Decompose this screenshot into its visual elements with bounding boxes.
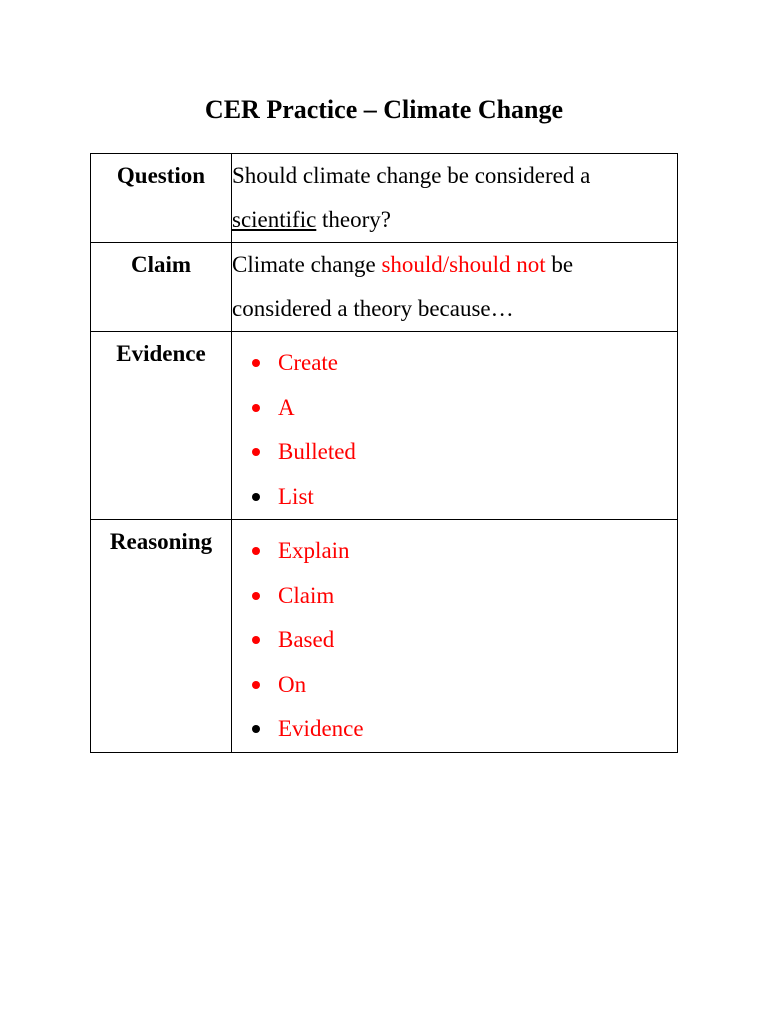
bullet-icon <box>252 636 260 644</box>
question-content <box>232 154 678 243</box>
evidence-label: Evidence <box>91 332 232 520</box>
cer-table <box>90 153 678 753</box>
bullet-icon <box>252 404 260 412</box>
reasoning-list <box>232 529 677 752</box>
evidence-list <box>232 341 677 519</box>
list-item-text: Based <box>278 627 335 652</box>
list-item-text: List <box>278 483 314 509</box>
evidence-row <box>91 332 678 520</box>
list-item-text: On <box>278 671 307 697</box>
list-item <box>252 529 677 574</box>
list-item <box>252 341 677 386</box>
list-item-text: Explain <box>278 538 350 563</box>
bullet-icon <box>252 547 260 555</box>
list-item-text: Create <box>278 350 339 375</box>
list-item-text: Evidence <box>278 716 364 741</box>
evidence-content <box>232 332 678 520</box>
list-item-text: Claim <box>278 582 335 608</box>
claim-label: Claim <box>91 243 232 332</box>
claim-text-part1: Climate change <box>232 252 382 277</box>
bullet-icon <box>252 681 260 689</box>
question-text-part1: Should climate change be considered a <box>232 163 591 188</box>
bullet-icon <box>252 493 260 501</box>
question-label: Question <box>91 154 232 243</box>
list-item <box>252 475 677 520</box>
question-text-part2: theory? <box>316 207 392 232</box>
reasoning-label: Reasoning <box>91 520 232 753</box>
list-item <box>252 663 677 708</box>
list-item-text: A <box>278 394 295 420</box>
bullet-icon <box>252 448 260 456</box>
claim-row <box>91 243 678 332</box>
list-item <box>252 574 677 619</box>
claim-text-part2: be considered a theory because… <box>232 252 574 321</box>
bullet-icon <box>252 359 260 367</box>
list-item <box>252 707 677 752</box>
bullet-icon <box>252 725 260 733</box>
claim-content <box>232 243 678 332</box>
list-item <box>252 618 677 663</box>
reasoning-content <box>232 520 678 753</box>
bullet-icon <box>252 592 260 600</box>
list-item <box>252 386 677 431</box>
list-item <box>252 430 677 475</box>
question-row <box>91 154 678 243</box>
reasoning-row <box>91 520 678 753</box>
list-item-text: Bulleted <box>278 439 356 464</box>
page-title: CER Practice – Climate Change <box>204 95 564 124</box>
claim-red-text: should/should not <box>381 252 546 277</box>
question-underlined-word: scientific <box>232 207 317 232</box>
